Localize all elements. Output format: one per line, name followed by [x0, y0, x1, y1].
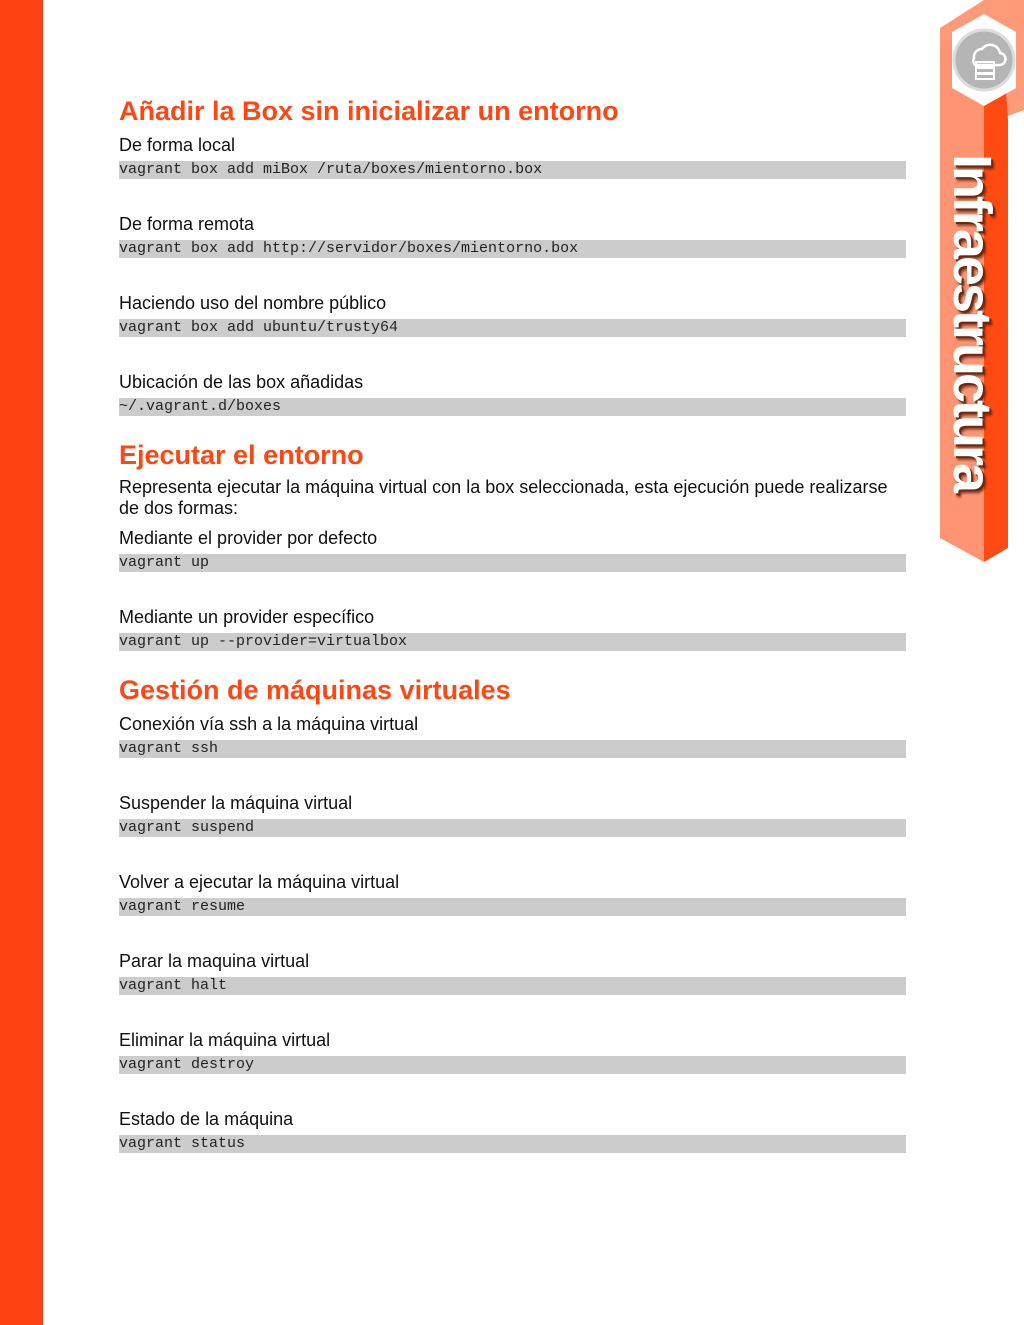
code-block: vagrant up	[119, 554, 906, 572]
code-block: vagrant box add ubuntu/trusty64	[119, 319, 906, 337]
code-block: vagrant halt	[119, 977, 906, 995]
item-label: Eliminar la máquina virtual	[119, 1030, 331, 1050]
code-block: vagrant ssh	[119, 740, 906, 758]
code-block: vagrant status	[119, 1135, 906, 1153]
code-block: vagrant destroy	[119, 1056, 906, 1074]
cloud-server-icon	[960, 36, 1008, 84]
section-title: Gestión de máquinas virtuales	[119, 675, 511, 705]
section-title: Añadir la Box sin inicializar un entorno	[119, 96, 619, 126]
item-label: De forma local	[119, 135, 236, 155]
item-label: Volver a ejecutar la máquina virtual	[119, 872, 400, 892]
item-label: Ubicación de las box añadidas	[119, 372, 364, 392]
section-add-box	[119, 92, 906, 416]
section-title: Ejecutar el entorno	[119, 440, 364, 470]
code-block: vagrant box add miBox /ruta/boxes/mientorno.box	[119, 161, 906, 179]
item-label: Haciendo uso del nombre público	[119, 293, 387, 313]
document-content	[119, 92, 906, 1186]
item-label: Suspender la máquina virtual	[119, 793, 353, 813]
item-label: Mediante el provider por defecto	[119, 528, 378, 548]
code-block: vagrant box add http://servidor/boxes/mientorno.box	[119, 240, 906, 258]
item-label: Mediante un provider específico	[119, 607, 375, 627]
section-intro: Representa ejecutar la máquina virtual con la box seleccionada, esta ejecución puede realizarse de dos formas:	[119, 477, 888, 518]
item-label: Estado de la máquina	[119, 1109, 294, 1129]
side-tab-title: Infraestructura	[942, 153, 1002, 491]
section-run-environment	[119, 436, 906, 651]
code-block: vagrant resume	[119, 898, 906, 916]
section-vm-management	[119, 671, 906, 1153]
item-label: De forma remota	[119, 214, 255, 234]
code-block: vagrant suspend	[119, 819, 906, 837]
item-label: Parar la maquina virtual	[119, 951, 310, 971]
item-label: Conexión vía ssh a la máquina virtual	[119, 714, 419, 734]
code-block: ~/.vagrant.d/boxes	[119, 398, 906, 416]
code-block: vagrant up --provider=virtualbox	[119, 633, 906, 651]
left-accent-bar	[0, 0, 43, 1325]
